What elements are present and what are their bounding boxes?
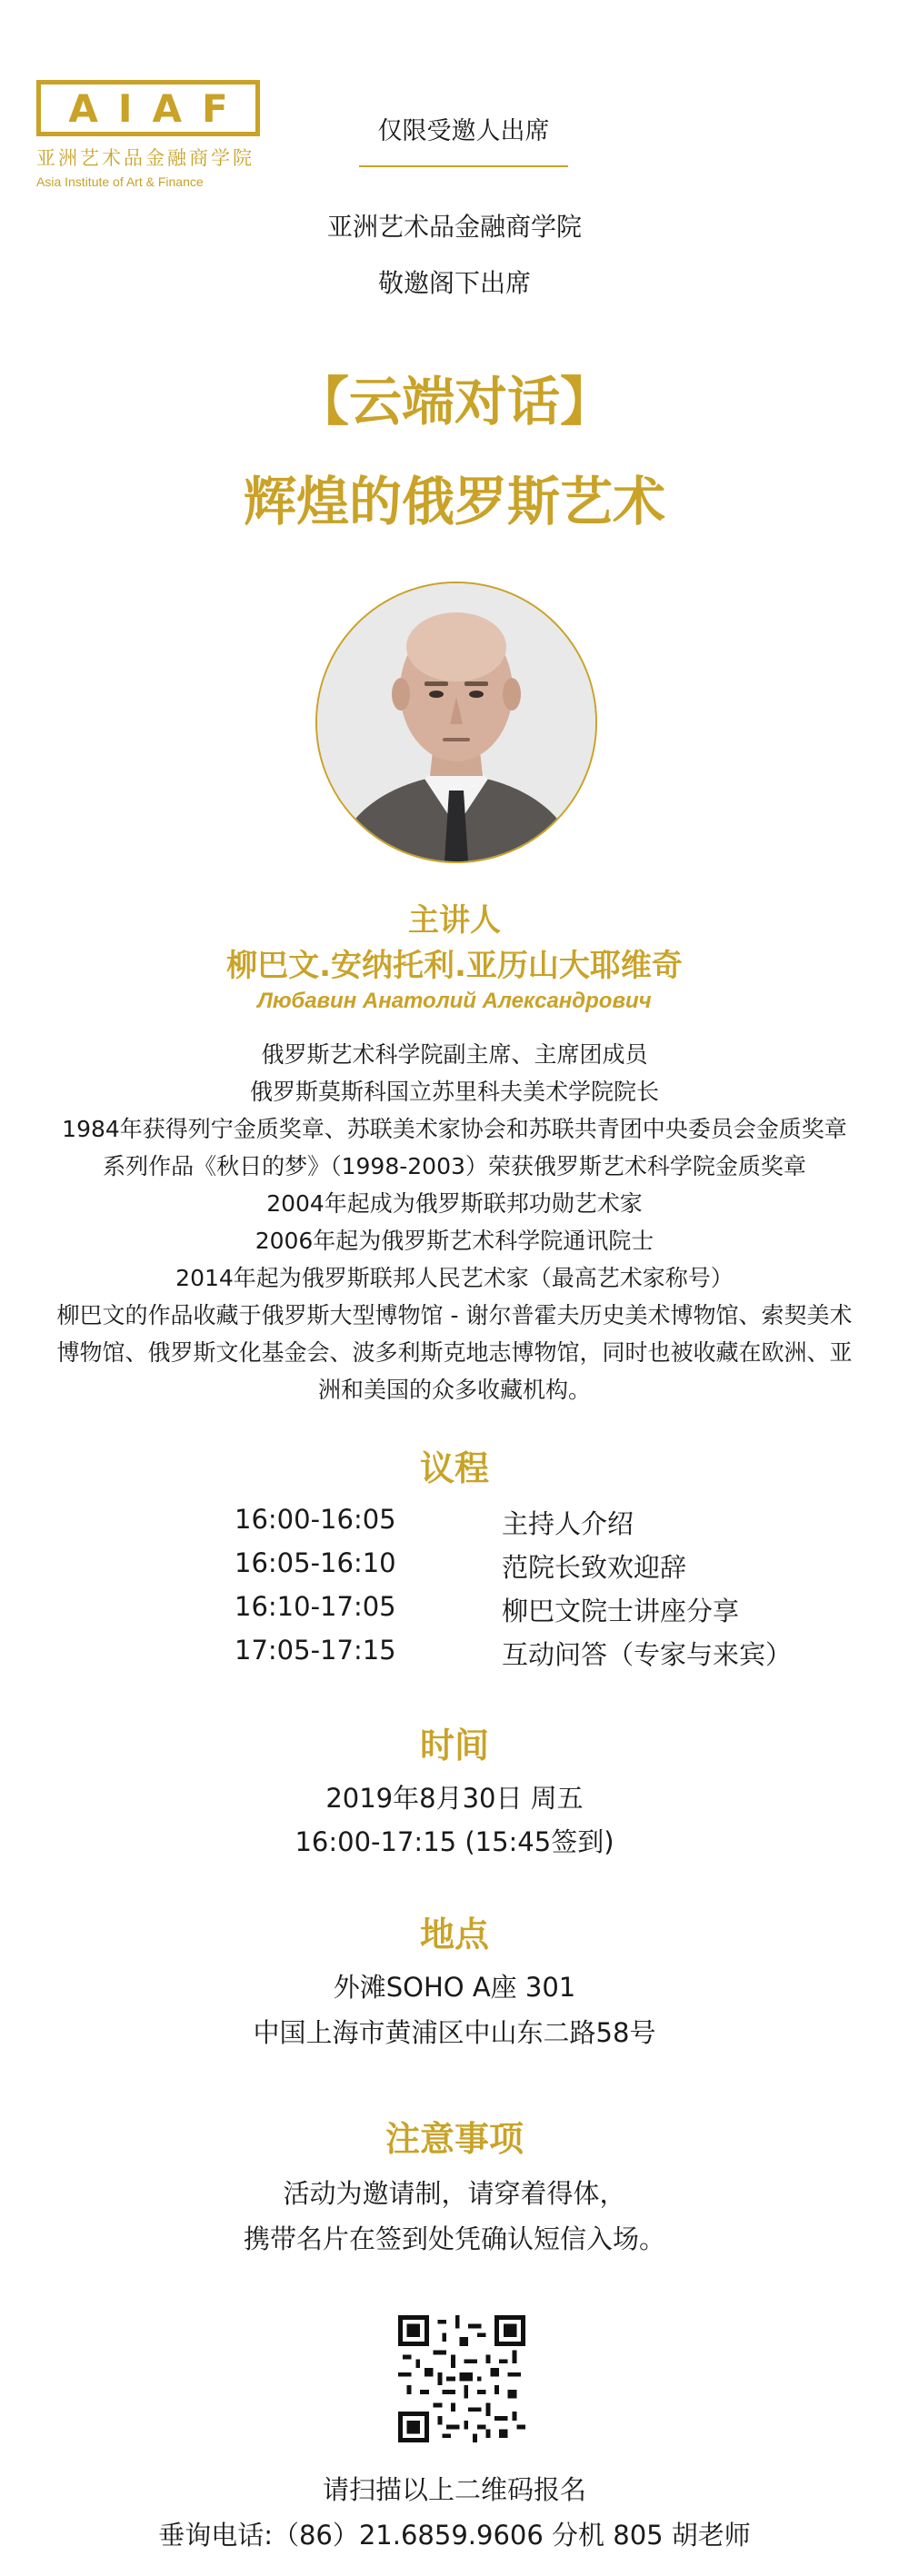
- bio-line: 系列作品《秋日的梦》（1998-2003）荣获俄罗斯艺术科学院金质奖章: [103, 1153, 806, 1179]
- notes-line: 活动为邀请制，请穿着得体，: [283, 2178, 626, 2209]
- bio-line: 俄罗斯莫斯科国立苏里科夫美术学院院长: [249, 1079, 659, 1105]
- bio-line: 2014年起为俄罗斯联邦人民艺术家（最高艺术家称号）: [175, 1265, 734, 1291]
- notes-title: 注意事项: [385, 2119, 524, 2159]
- speaker-label: 主讲人: [408, 902, 501, 939]
- time-title: 时间: [419, 1726, 489, 1765]
- speaker-portrait: [315, 582, 597, 863]
- logo-english-name: Asia Institute of Art & Finance: [36, 174, 204, 189]
- speaker-bio: [36, 1036, 873, 1408]
- inviter: 亚洲艺术品金融商学院: [326, 212, 582, 242]
- logo-chinese-name: 亚洲艺术品金融商学院: [36, 147, 255, 169]
- agenda-item: 柳巴文院士讲座分享: [502, 1596, 740, 1626]
- bio-line: 2004年起成为俄罗斯联邦功勋艺术家: [266, 1190, 643, 1217]
- agenda-time: 16:05-16:10: [235, 1547, 396, 1578]
- event-time: 16:00-17:15 (15:45签到): [295, 1826, 614, 1857]
- logo-letters: AIAF: [68, 85, 248, 131]
- speaker-portrait-illustration: [317, 583, 595, 861]
- header-divider: [359, 165, 568, 167]
- bio-line: 2006年起为俄罗斯艺术科学院通讯院士: [255, 1228, 654, 1254]
- bio-line: 洲和美国的众多收藏机构。: [317, 1377, 591, 1403]
- location-title: 地点: [419, 1915, 489, 1954]
- location-venue: 外滩SOHO A座 301: [333, 1972, 576, 2003]
- logo: [36, 80, 260, 189]
- contact-phone: 垂询电话:（86）21.6859.9606 分机 805 胡老师: [158, 2520, 751, 2551]
- agenda-time: 16:10-17:05: [235, 1591, 396, 1622]
- agenda-row: [0, 1635, 909, 1678]
- agenda-time: 17:05-17:15: [235, 1635, 396, 1666]
- invite-text: 敬邀阁下出席: [377, 268, 531, 298]
- agenda-title: 议程: [419, 1448, 489, 1488]
- agenda-item: 主持人介绍: [502, 1508, 634, 1539]
- agenda-item: 互动问答（专家与来宾）: [502, 1639, 793, 1670]
- notes-line: 携带名片在签到处凭确认短信入场。: [243, 2223, 665, 2254]
- speaker-name-chinese: 柳巴文.安纳托利.亚历山大耶维奇: [226, 948, 683, 984]
- invite-only-notice: 仅限受邀人出席: [377, 117, 550, 145]
- agenda-row: [0, 1504, 909, 1547]
- logo-box: [36, 80, 260, 136]
- agenda-row: [0, 1591, 909, 1635]
- agenda-item: 范院长致欢迎辞: [502, 1552, 687, 1583]
- location-address: 中国上海市黄浦区中山东二路58号: [253, 2017, 656, 2048]
- event-date: 2019年8月30日 周五: [325, 1783, 584, 1814]
- bio-line: 俄罗斯艺术科学院副主席、主席团成员: [261, 1041, 648, 1068]
- speaker-name-russian: Любавин Анатолий Александрович: [257, 989, 652, 1013]
- registration-qr-code[interactable]: [398, 2315, 525, 2442]
- agenda-list: [0, 1504, 909, 1678]
- agenda-row: [0, 1547, 909, 1591]
- scan-instruction: 请扫描以上二维码报名: [322, 2474, 586, 2505]
- event-title: 辉煌的俄罗斯艺术: [243, 471, 665, 532]
- bio-line: 1984年获得列宁金质奖章、苏联美术家协会和苏联共青团中央委员会金质奖章: [62, 1116, 847, 1142]
- agenda-time: 16:00-16:05: [235, 1504, 396, 1535]
- bio-line: 博物馆、俄罗斯文化基金会、波多利斯克地志博物馆，同时也被收藏在欧洲、亚: [56, 1339, 853, 1366]
- event-title-prefix: 【云端对话】: [295, 371, 613, 433]
- bio-line: 柳巴文的作品收藏于俄罗斯大型博物馆 - 谢尔普霍夫历史美术博物馆、索契美术: [56, 1302, 853, 1328]
